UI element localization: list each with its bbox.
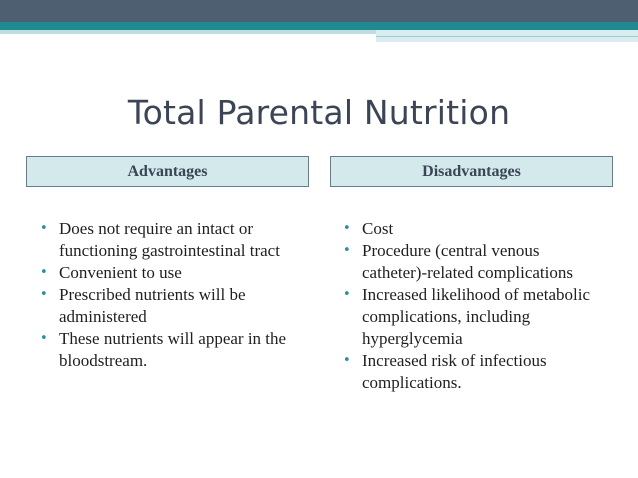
list-item-text: Cost [362, 219, 394, 238]
list-item [343, 240, 593, 284]
list-item-text: Does not require an intact or functioning gastrointestinal tract [59, 219, 280, 260]
decorative-line [376, 36, 638, 37]
list-item [343, 350, 593, 394]
list-item [40, 284, 302, 328]
list-item [40, 262, 302, 284]
list-item-text: Increased risk of infectious complications. [362, 351, 547, 393]
top-decorative-band [0, 0, 638, 22]
list-item [40, 218, 302, 262]
bullet-icon: • [343, 221, 351, 236]
light-decorative-band [0, 30, 376, 34]
disadvantages-list [343, 218, 593, 394]
list-item [343, 284, 593, 349]
list-item-text: Increased likelihood of metabolic complications, including hyperglycemia [362, 285, 590, 348]
list-item [343, 218, 593, 240]
bullet-icon: • [343, 353, 351, 369]
teal-decorative-band [0, 22, 638, 30]
list-item-text: Prescribed nutrients will be administered [59, 285, 246, 327]
slide-title: Total Parental Nutrition [127, 93, 511, 132]
list-item-text: Procedure (central venous catheter)-related complications [362, 241, 573, 283]
bullet-icon: • [40, 265, 48, 281]
bullet-icon: • [343, 287, 351, 303]
advantages-header: Advantages [26, 156, 309, 187]
disadvantages-header: Disadvantages [330, 156, 613, 187]
bullet-icon: • [40, 287, 48, 303]
advantages-list [40, 218, 302, 373]
bullet-icon: • [40, 331, 48, 347]
list-item [40, 328, 302, 372]
bullet-icon: • [343, 243, 351, 259]
list-item-text: Convenient to use [59, 263, 182, 283]
bullet-icon: • [40, 221, 48, 236]
list-item-text: These nutrients will appear in the bloodstream. [59, 329, 287, 371]
